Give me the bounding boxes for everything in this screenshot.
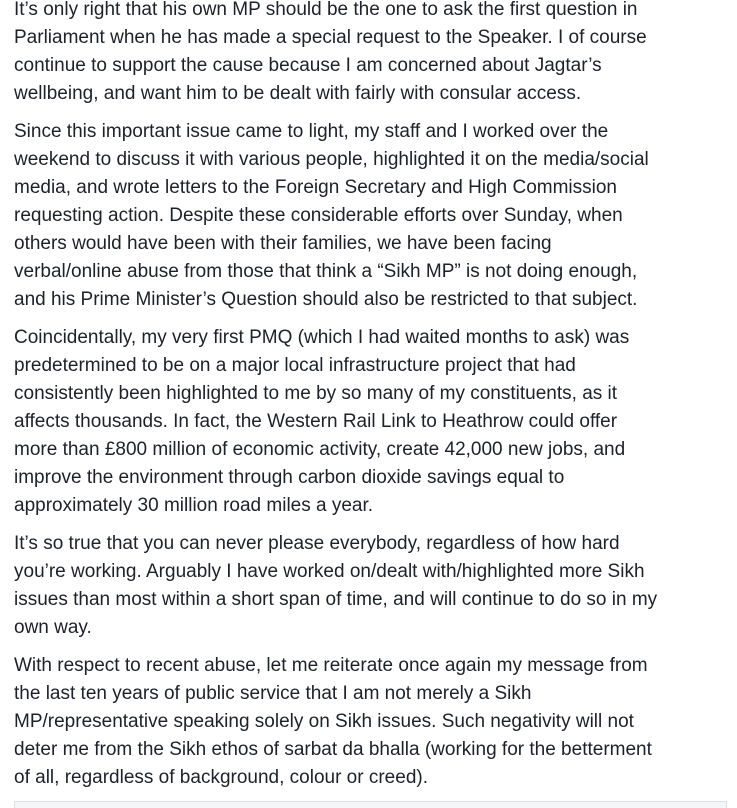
text-line: improve the environment through carbon dioxide savings equal to bbox=[14, 467, 565, 488]
text-line: wellbeing, and want him to be dealt with fairly with consular access. bbox=[14, 83, 582, 104]
text-line: Parliament when he has made a special request to the Speaker. I of course bbox=[14, 27, 647, 48]
text-line: of all, regardless of background, colour or creed). bbox=[14, 767, 428, 788]
text-line: and his Prime Minister’s Question should also be restricted to that subject. bbox=[14, 289, 638, 310]
post-body bbox=[14, 0, 736, 802]
text-line: Since this important issue came to light, my staff and I worked over the bbox=[14, 121, 609, 142]
text-line: affects thousands. In fact, the Western Rail Link to Heathrow could offer bbox=[14, 411, 618, 432]
text-line: consistently been highlighted to me by so many of my constituents, as it bbox=[14, 383, 618, 404]
text-line: MP/representative speaking solely on Sikh issues. Such negativity will not bbox=[14, 711, 634, 732]
text-line: Coincidentally, my very first PMQ (which I had waited months to ask) was bbox=[14, 327, 630, 348]
text-line: requesting action. Despite these considerable efforts over Sunday, when bbox=[14, 205, 623, 226]
text-line: the last ten years of public service that I am not merely a Sikh bbox=[14, 683, 532, 704]
text-line: It’s so true that you can never please everybody, regardless of how hard bbox=[14, 533, 620, 554]
text-line: own way. bbox=[14, 617, 92, 638]
text-line: With respect to recent abuse, let me reiterate once again my message from bbox=[14, 655, 648, 676]
text-line: you’re working. Arguably I have worked on/dealt with/highlighted more Sikh bbox=[14, 561, 645, 582]
text-line: continue to support the cause because I am concerned about Jagtar’s bbox=[14, 55, 602, 76]
text-line: more than £800 million of economic activity, create 42,000 new jobs, and bbox=[14, 439, 626, 460]
paragraph-3 bbox=[14, 324, 736, 520]
text-line: issues than most within a short span of time, and will continue to do so in my bbox=[14, 589, 658, 610]
text-line: media, and wrote letters to the Foreign Secretary and High Commission bbox=[14, 177, 617, 198]
text-line: predetermined to be on a major local infrastructure project that had bbox=[14, 355, 576, 376]
text-line: It’s only right that his own MP should be the one to ask the first question in bbox=[14, 0, 638, 20]
paragraph-1 bbox=[14, 0, 736, 108]
text-line: deter me from the Sikh ethos of sarbat da bhalla (working for the betterment bbox=[14, 739, 652, 760]
text-line: others would have been with their families, we have been facing bbox=[14, 233, 552, 254]
paragraph-2 bbox=[14, 118, 736, 314]
paragraph-5 bbox=[14, 652, 736, 792]
text-line: approximately 30 million road miles a year. bbox=[14, 495, 374, 516]
paragraph-4 bbox=[14, 530, 736, 642]
text-line: verbal/online abuse from those that think a “Sikh MP” is not doing enough, bbox=[14, 261, 638, 282]
text-line: weekend to discuss it with various people, highlighted it on the media/social bbox=[14, 149, 649, 170]
